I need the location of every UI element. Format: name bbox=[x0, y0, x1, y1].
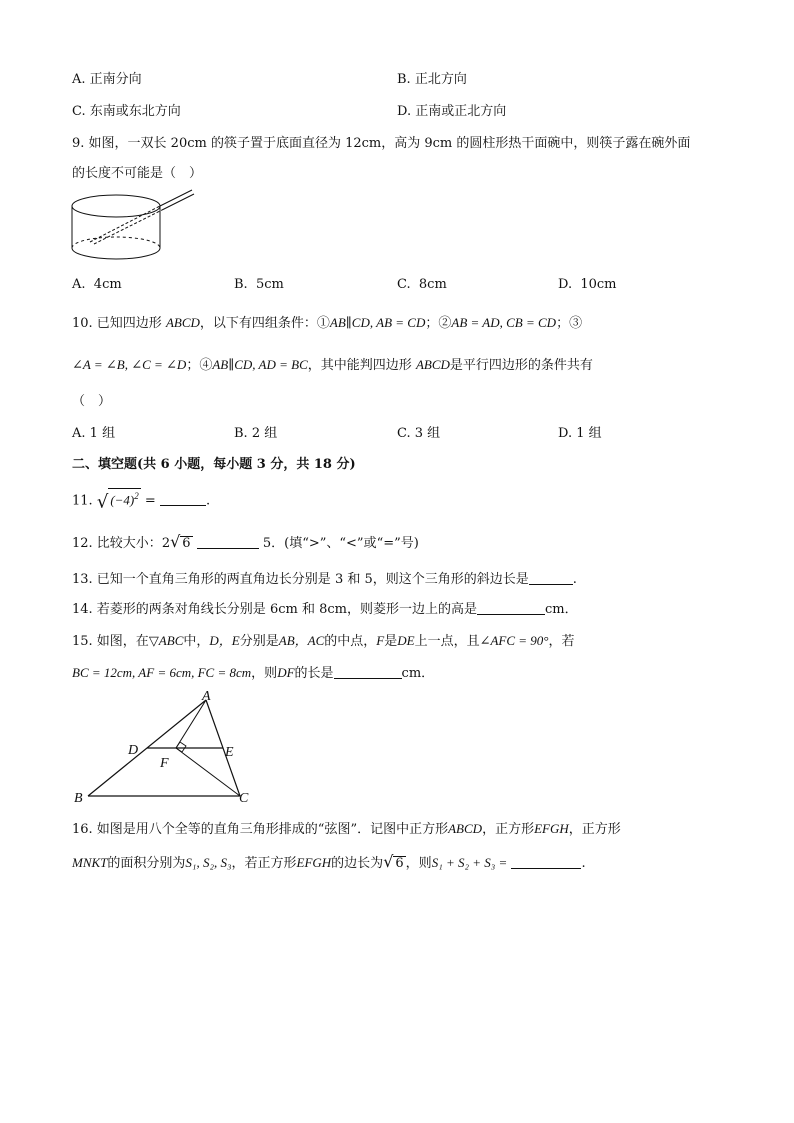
answer-blank[interactable] bbox=[529, 572, 573, 585]
text: ，正方形 bbox=[482, 822, 535, 837]
text: 14. 若菱形的两条对角线长分别是 6cm 和 8cm，则菱形一边上的高是 bbox=[72, 602, 477, 617]
math: S₁, S₂, S₃ bbox=[185, 855, 232, 870]
sqrt-radicand bbox=[108, 488, 140, 507]
q10-stem-line2 bbox=[72, 354, 593, 373]
q9-option-d bbox=[558, 277, 617, 292]
text: ，若正方形 bbox=[231, 856, 297, 871]
text: ；③ bbox=[556, 316, 583, 331]
option-label: C. bbox=[72, 104, 86, 119]
q8-option-d bbox=[397, 100, 506, 119]
radicand: (−4) bbox=[110, 492, 135, 508]
text: 是平行四边形的条件共有 bbox=[449, 358, 593, 373]
q8-option-b bbox=[397, 68, 467, 87]
text: ，则 bbox=[405, 856, 432, 871]
math: ∠AFC = 90° bbox=[479, 633, 549, 648]
coef: 2 bbox=[161, 536, 171, 551]
q9-bowl-figure bbox=[70, 186, 200, 268]
equals: = bbox=[144, 493, 156, 509]
text: 上一点，且 bbox=[414, 634, 480, 649]
radicand: 6 bbox=[395, 856, 404, 871]
segment-af bbox=[176, 700, 206, 748]
q16-line1 bbox=[72, 818, 621, 837]
q10-option-d bbox=[558, 422, 602, 441]
q10-option-a bbox=[72, 422, 115, 441]
sqrt-sign: √ bbox=[170, 532, 181, 551]
math: AB，AC bbox=[278, 633, 325, 648]
q11 bbox=[72, 488, 210, 512]
text: 中， bbox=[183, 634, 210, 649]
text: ，则 bbox=[251, 666, 278, 681]
text: ，以下有四组条件：① bbox=[199, 316, 330, 331]
text: . bbox=[581, 856, 586, 871]
q10-option-c bbox=[397, 422, 440, 441]
option-label: C. bbox=[397, 277, 411, 292]
text: 的边长为 bbox=[331, 856, 384, 871]
text: cm． bbox=[544, 602, 578, 617]
option-text: 3 组 bbox=[414, 426, 441, 441]
option-label: D. bbox=[558, 277, 573, 292]
option-label: B. bbox=[234, 277, 248, 292]
math: DE bbox=[397, 633, 415, 648]
q10-option-b bbox=[234, 422, 277, 441]
text: 分别是 bbox=[239, 634, 279, 649]
q9-stem-line2: 的长度不可能是（ ） bbox=[72, 166, 203, 181]
math: ABCD bbox=[448, 821, 483, 836]
math: AB∥CD, AD = BC bbox=[212, 357, 308, 372]
q15-line1 bbox=[72, 630, 575, 649]
q13 bbox=[72, 568, 577, 587]
label-f: F bbox=[160, 756, 169, 771]
text: 是 bbox=[384, 634, 398, 649]
label-e: E bbox=[225, 745, 234, 760]
text: 16. 如图是用八个全等的直角三角形排成的“弦图”．记图中正方形 bbox=[72, 822, 449, 837]
text: 的面积分别为 bbox=[107, 856, 186, 871]
option-text: 1 组 bbox=[89, 426, 116, 441]
q9-option-b bbox=[234, 277, 284, 292]
q9-option-c bbox=[397, 277, 447, 292]
q10-stem-line3: （ ） bbox=[72, 394, 112, 409]
radicand: 6 bbox=[182, 536, 191, 551]
math: EFGH bbox=[534, 821, 569, 836]
option-text: 正南或正北方向 bbox=[415, 104, 507, 119]
text: ，其中能判四边形 bbox=[307, 358, 412, 373]
math: D，E bbox=[209, 633, 240, 648]
option-label: A. bbox=[72, 426, 86, 441]
math: MNKT bbox=[72, 855, 108, 870]
math: EFGH bbox=[296, 855, 332, 870]
text: . bbox=[205, 493, 211, 509]
section-2-heading: 二、填空题(共 6 小题，每小题 3 分，共 18 分) bbox=[72, 457, 356, 472]
math: ABCD bbox=[165, 315, 200, 330]
text: cm． bbox=[401, 666, 435, 681]
text: 13. 已知一个直角三角形的两直角边长分别是 3 和 5，则这个三角形的斜边长是 bbox=[72, 572, 529, 587]
option-text: 10cm bbox=[580, 277, 617, 292]
text: 15. 如图，在 bbox=[72, 634, 149, 649]
option-label: B. bbox=[397, 72, 411, 87]
math: S₁ + S₂ + S₃ = bbox=[431, 855, 508, 870]
option-text: 东南或东北方向 bbox=[89, 104, 181, 119]
text: 5．(填“>”、“<”或“=”号) bbox=[262, 536, 419, 551]
q10-stem-line1 bbox=[72, 312, 582, 331]
math: BC = 12cm, AF = 6cm, FC = 8cm bbox=[72, 665, 252, 680]
label-a: A bbox=[202, 689, 211, 704]
text: . bbox=[572, 572, 577, 587]
answer-blank[interactable] bbox=[160, 493, 206, 506]
option-label: A. bbox=[72, 72, 86, 87]
math: AB∥CD, AB = CD bbox=[329, 315, 426, 330]
answer-blank[interactable] bbox=[511, 856, 581, 869]
question-number: 11. bbox=[72, 493, 93, 509]
option-text: 正南分向 bbox=[89, 72, 142, 87]
text: 的长是 bbox=[294, 666, 334, 681]
q15-line2 bbox=[72, 662, 434, 681]
option-text: 8cm bbox=[418, 277, 447, 292]
math: AB = AD, CB = CD bbox=[451, 315, 557, 330]
option-text: 1 组 bbox=[576, 426, 602, 441]
math: ▽ABC bbox=[148, 633, 184, 648]
math: ∠A = ∠B, ∠C = ∠D bbox=[72, 357, 187, 372]
option-label: B. bbox=[234, 426, 248, 441]
label-c: C bbox=[239, 791, 249, 806]
q8-option-a bbox=[72, 68, 142, 87]
text: 的中点， bbox=[324, 634, 377, 649]
text: ，正方形 bbox=[568, 822, 621, 837]
label-b: B bbox=[74, 791, 83, 806]
q9-option-a bbox=[72, 277, 122, 292]
option-text: 4cm bbox=[93, 277, 122, 292]
option-label: D. bbox=[397, 104, 412, 119]
math: DF bbox=[277, 665, 295, 680]
option-text: 5cm bbox=[255, 277, 284, 292]
q8-option-c bbox=[72, 100, 181, 119]
text: 10. 已知四边形 bbox=[72, 316, 162, 331]
q16-line2 bbox=[72, 852, 586, 871]
label-d: D bbox=[128, 743, 139, 758]
text: ；④ bbox=[186, 358, 213, 373]
text: ，若 bbox=[548, 634, 575, 649]
q9-stem-line1: 9. 如图，一双长 20cm 的筷子置于底面直径为 12cm，高为 9cm 的圆柱形热干面碗中，则筷子露在碗外面 bbox=[72, 136, 691, 151]
answer-blank[interactable] bbox=[477, 602, 545, 615]
option-label: D. bbox=[558, 426, 573, 441]
text: ；② bbox=[425, 316, 452, 331]
sqrt-sign: √ bbox=[96, 491, 109, 513]
option-text: 正北方向 bbox=[414, 72, 467, 87]
math: F bbox=[376, 633, 385, 648]
answer-blank[interactable] bbox=[334, 666, 402, 679]
option-text: 2 组 bbox=[251, 426, 278, 441]
math: ABCD bbox=[415, 357, 450, 372]
right-angle-mark bbox=[176, 742, 186, 752]
exponent: 2 bbox=[134, 491, 139, 501]
answer-blank[interactable] bbox=[197, 536, 259, 549]
q15-triangle-figure bbox=[70, 688, 260, 810]
option-label: C. bbox=[397, 426, 411, 441]
sqrt-sign: √ bbox=[383, 852, 394, 871]
option-label: A. bbox=[72, 277, 86, 292]
q12 bbox=[72, 532, 419, 551]
text: 12. 比较大小： bbox=[72, 536, 162, 551]
q14 bbox=[72, 598, 578, 617]
